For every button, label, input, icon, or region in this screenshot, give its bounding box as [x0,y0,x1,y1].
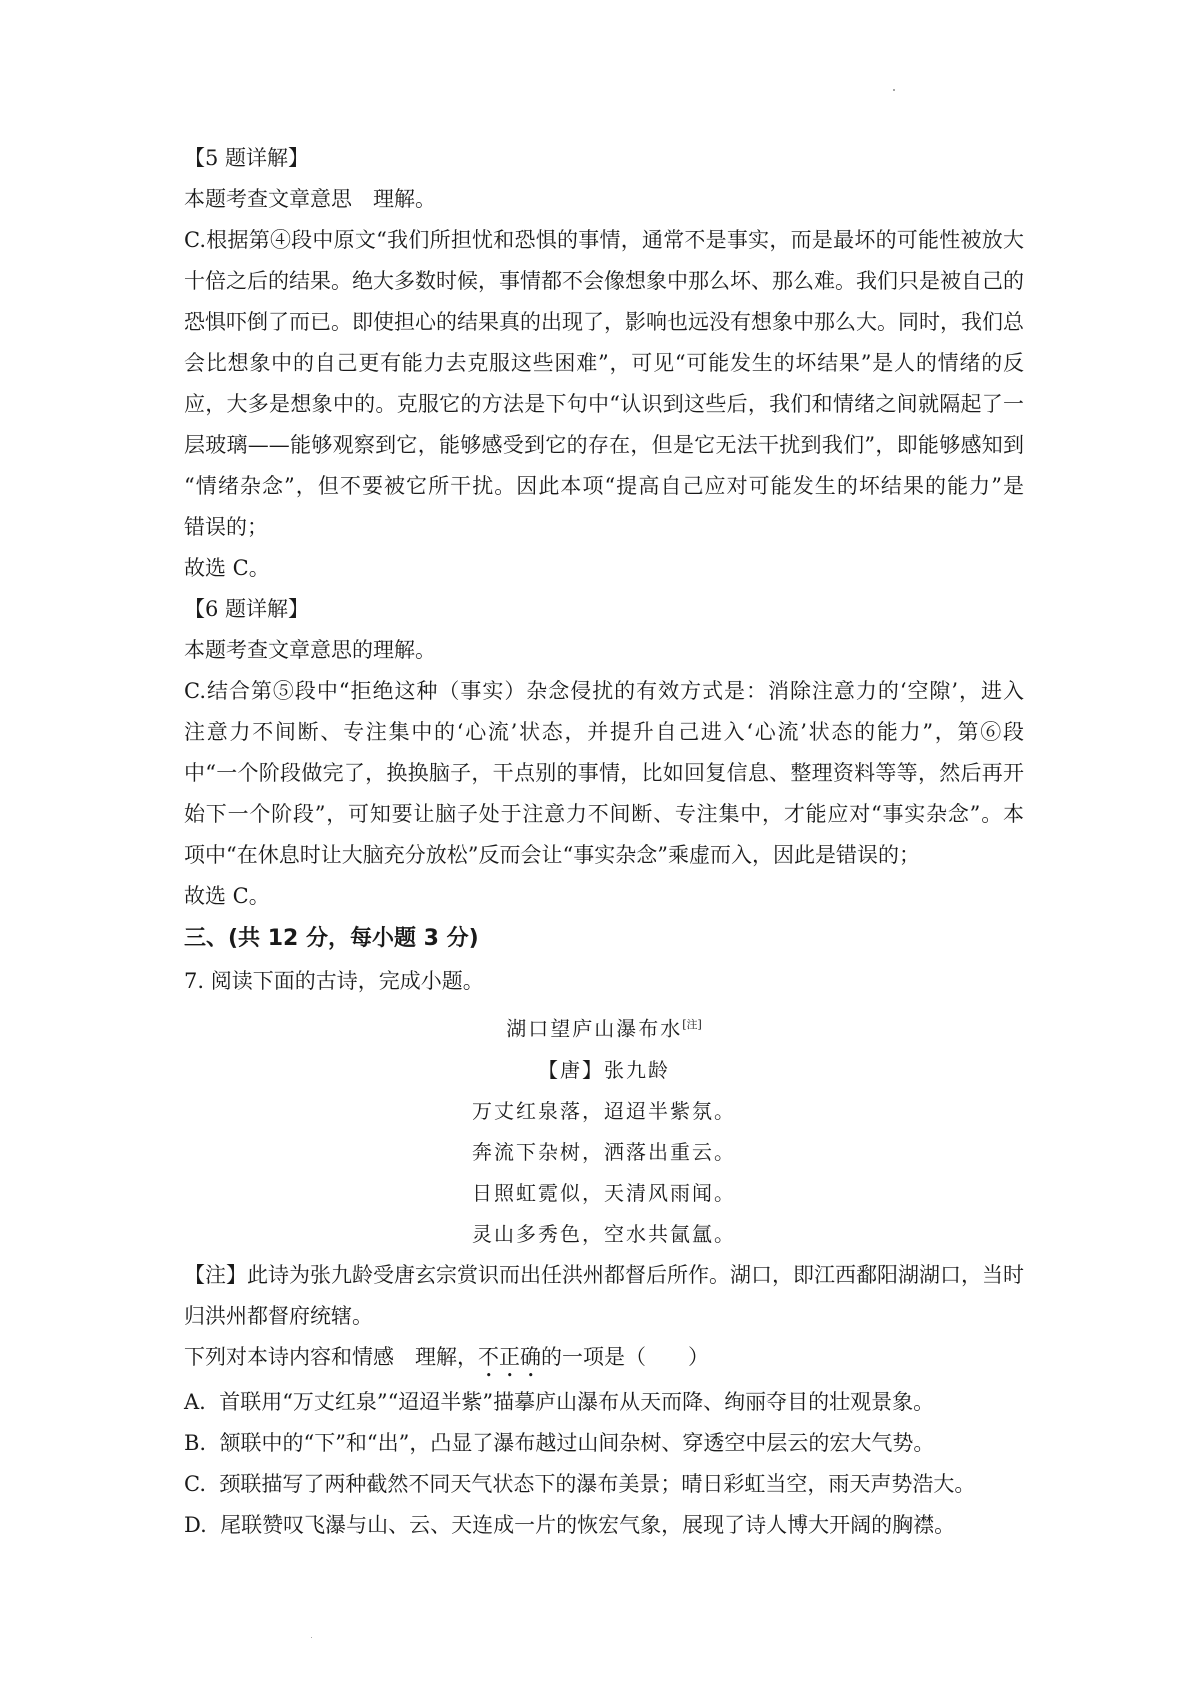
poem-note-line [184,1255,1024,1296]
q5-explanation-line: 错误的； [184,515,268,539]
q6-explanation-line: 中“一个阶段做完了，换换脑子，干点别的事情，比如回复信息、整理资料等等，然后再开 [184,761,1024,785]
section-title: 三、(共 12 分，每小题 3 分) [184,926,479,951]
q7-option-d: D. 尾联赞叹飞瀑与山、云、天连成一片的恢宏气象，展现了诗人博大开阔的胸襟。 [184,1512,956,1537]
poem-note-line: 归洪州都督府统辖。 [184,1303,373,1328]
q7-question-emphasis: 不正确 [478,1344,541,1369]
poem-title-text: 湖口望庐山瀑布水 [506,1016,683,1041]
q6-explanation-line: 始下一个阶段”，可知要让脑子处于注意力不间断、专注集中，才能应对“事实杂念”。本 [184,802,1024,826]
q7-question-post: 的一项是（ ） [541,1344,709,1369]
q7-question-pre: 下列对本诗内容和情感 理解， [184,1344,478,1369]
poem-note-label: 【注】 [184,1262,247,1287]
scan-speck [893,89,895,91]
q6-intro: 本题考查文章意思的理解。 [184,638,436,662]
q6-explanation-line: C.结合第⑤段中“拒绝这种（事实）杂念侵扰的有效方式是：消除注意力的‘空隙’，进入 [184,679,1024,703]
q7-option-a: A. 首联用“万丈红泉”“迢迢半紫”描摹庐山瀑布从天而降、绚丽夺目的壮观景象。 [184,1389,935,1414]
poem-author: 【唐】张九龄 [538,1057,670,1082]
q5-intro: 本题考查文章意思 理解。 [184,187,436,211]
q5-answer: 故选 C。 [184,556,270,580]
poem-note-text: 此诗为张九龄受唐玄宗赏识而出任洪州都督后所作。湖口，即江西鄱阳湖湖口，当时 [247,1262,1024,1287]
q7-question [184,1337,1024,1382]
q7-option-b: B. 颔联中的“下”和“出”，凸显了瀑布越过山间杂树、穿透空中层云的宏大气势。 [184,1430,935,1455]
q5-explanation-line: 层玻璃——能够观察到它，能够感受到它的存在，但是它无法干扰到我们”，即能够感知到 [184,433,1024,457]
q6-answer: 故选 C。 [184,884,270,908]
poem-line: 奔流下杂树，洒落出重云。 [472,1139,736,1164]
poem-line: 灵山多秀色，空水共氤氲。 [472,1221,736,1246]
q6-explanation-line: 项中“在休息时让大脑充分放松”反而会让“事实杂念”乘虚而入，因此是错误的； [184,843,920,867]
q5-explanation-line: 恐惧吓倒了而已。即使担心的结果真的出现了，影响也远没有想象中那么大。同时，我们总 [184,310,1024,334]
scan-speck [311,1637,312,1638]
q5-explanation-line: 十倍之后的结果。绝大多数时候，事情都不会像想象中那么坏、那么难。我们只是被自己的 [184,269,1024,293]
q7-option-c: C. 颈联描写了两种截然不同天气状态下的瀑布美景；晴日彩虹当空，雨天声势浩大。 [184,1471,976,1496]
poem-line: 日照虹霓似，天清风雨闻。 [472,1180,736,1205]
poem [184,1004,1024,1255]
q7-prompt: 7. 阅读下面的古诗，完成小题。 [184,969,484,993]
q6-explanation-line: 注意力不间断、专注集中的‘心流’状态，并提升自己进入‘心流’状态的能力”，第⑥段 [184,720,1024,744]
poem-title [184,1004,1024,1050]
q6-heading: 【6 题详解】 [184,597,310,621]
q5-heading: 【5 题详解】 [184,146,310,170]
q5-explanation-line: “情绪杂念”，但不要被它所干扰。因此本项“提高自己应对可能发生的坏结果的能力”是 [184,474,1024,498]
q5-explanation-line: 会比想象中的自己更有能力去克服这些困难”，可见“可能发生的坏结果”是人的情绪的反 [184,351,1024,375]
document-body [184,138,1024,1546]
poem-title-note-marker: [注] [682,1018,702,1031]
poem-line: 万丈红泉落，迢迢半紫氛。 [472,1098,736,1123]
q5-explanation-line: 应，大多是想象中的。克服它的方法是下句中“认识到这些后，我们和情绪之间就隔起了一 [184,392,1024,416]
q5-explanation-line: C.根据第④段中原文“我们所担忧和恐惧的事情，通常不是事实，而是最坏的可能性被放大 [184,228,1024,252]
